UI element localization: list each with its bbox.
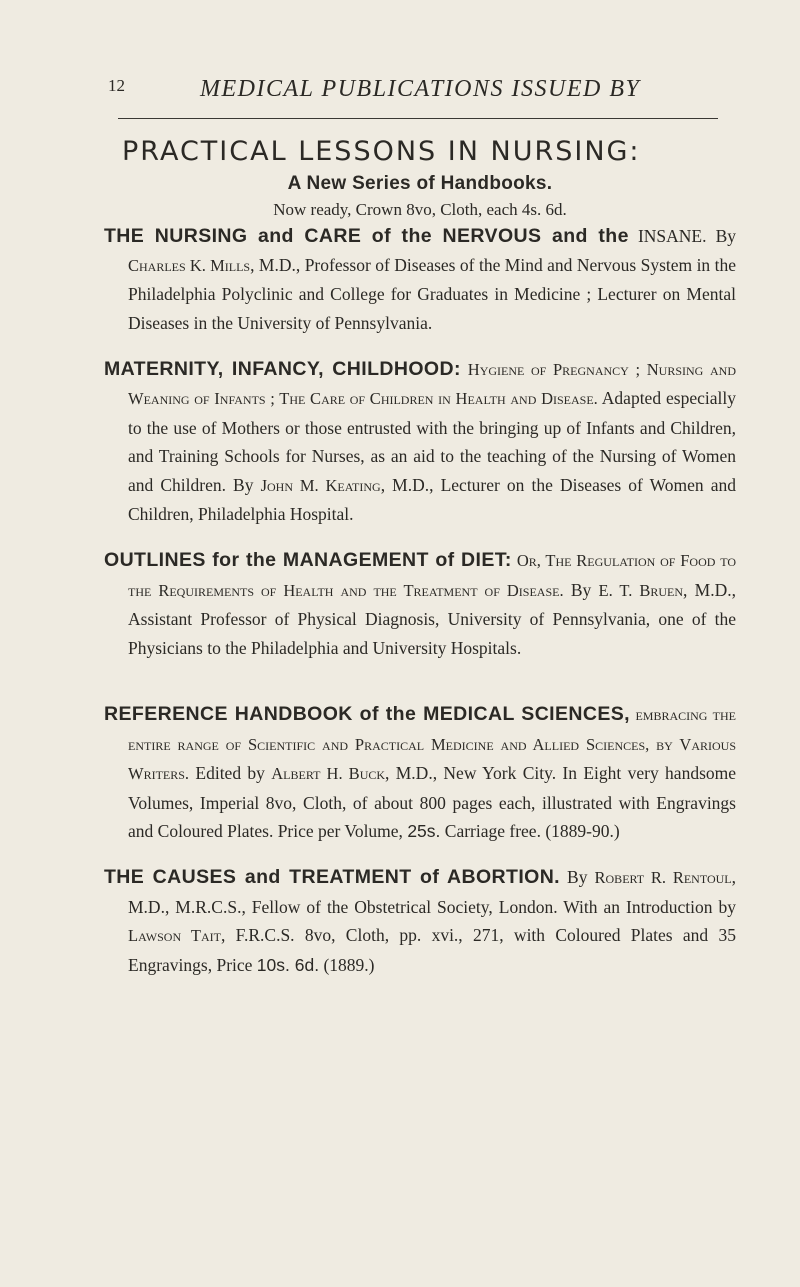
header-rule — [118, 118, 718, 119]
catalogue-entry — [104, 863, 736, 979]
series-note: Now ready, Crown 8vo, Cloth, each 4s. 6d. — [273, 200, 567, 219]
entry-body: Edited by — [189, 763, 272, 783]
entry-author: John M. Keating — [260, 475, 381, 495]
entry-body: INSANE. By — [637, 226, 736, 246]
series-title: PRACTICAL LESSONS IN NURSING: — [122, 136, 641, 167]
entry-body: By — [560, 867, 595, 887]
catalogue-content — [104, 136, 736, 997]
entry-title: MATERNITY, INFANCY, CHILDHOOD: — [104, 357, 461, 380]
entry-body: By — [563, 579, 599, 600]
series-subtitle: A New Series of Handbooks. — [287, 173, 553, 194]
entry-author: Charles K. Mills — [128, 255, 251, 275]
entry-details-2: , F.R.C.S. 8vo, Cloth, pp. xvi., 271, with Coloured Plates and 35 Engravings, Price — [128, 925, 736, 975]
entry-subtitle: Hygiene of Pregnancy ; Nursing and Weaning of Infants ; The Care of Children in Health and Disease. — [128, 359, 736, 408]
entry-body: Adapted especially to the use of Mothers or those entrusted with the bringing up of Infants and Children, and Training Schools for Nurses, as an aid to the teaching of the Nursing of Women and Children. By — [128, 388, 736, 495]
catalogue-entry — [104, 546, 736, 662]
catalogue-entry — [104, 355, 736, 529]
catalogue-entry — [104, 700, 736, 846]
entry-author-2: Lawson Tait — [128, 926, 221, 945]
entry-details-2: Carriage free. (1889-90.) — [440, 821, 620, 841]
entry-title: REFERENCE HANDBOOK of the MEDICAL SCIENCES, — [104, 703, 630, 725]
entry-details-3: (1889.) — [319, 954, 375, 975]
catalogue-entry — [104, 222, 736, 337]
entry-title: OUTLINES for the MANAGEMENT of DIET: — [104, 549, 512, 571]
page-number: 12 — [108, 76, 125, 95]
entry-details: , M.D., M.R.C.S., Fellow of the Obstetrical Society, London. With an Introduction by — [128, 867, 736, 917]
entry-title: THE CAUSES and TREATMENT of ABORTION. — [104, 866, 561, 888]
entry-subtitle: Or, The Regulation of Food to the Requirements of Health and the Treatment of Disease. — [128, 551, 737, 600]
entry-details: , M.D., Professor of Diseases of the Mind and Nervous System in the Philadelphia Polyclinic and College for Graduates in Medicine ; Lecturer on Mental Diseases in the University of Pennsylvania. — [128, 254, 737, 333]
entry-details: , M.D., Lecturer on the Diseases of Women and Children, Philadelphia Hospital. — [128, 474, 737, 524]
entry-price: 10s. 6d. — [256, 954, 320, 975]
entry-details: , M.D., Assistant Professor of Physical Diagnosis, University of Pennsylvania, one of the Physicians to the Philadelphia and University Hospitals. — [128, 579, 736, 658]
entry-details: , M.D., New York City. In Eight very handsome Volumes, Imperial 8vo, Cloth, of about 800 pages each, illustrated with Engravings and Coloured Plates. Price per Volume, — [128, 763, 737, 841]
running-head: MEDICAL PUBLICATIONS ISSUED BY — [200, 76, 641, 102]
entry-author: Robert R. Rentoul — [594, 868, 732, 887]
entry-price: 25s. — [407, 821, 441, 841]
entry-title: THE NURSING and CARE of the NERVOUS and the — [104, 225, 629, 247]
entry-author: E. T. Bruen — [598, 580, 684, 600]
entry-author: Albert H. Buck — [271, 764, 386, 783]
entry-subtitle: embracing the entire range of Scientific and Practical Medicine and Allied Sciences, by Various Writers. — [128, 705, 736, 783]
